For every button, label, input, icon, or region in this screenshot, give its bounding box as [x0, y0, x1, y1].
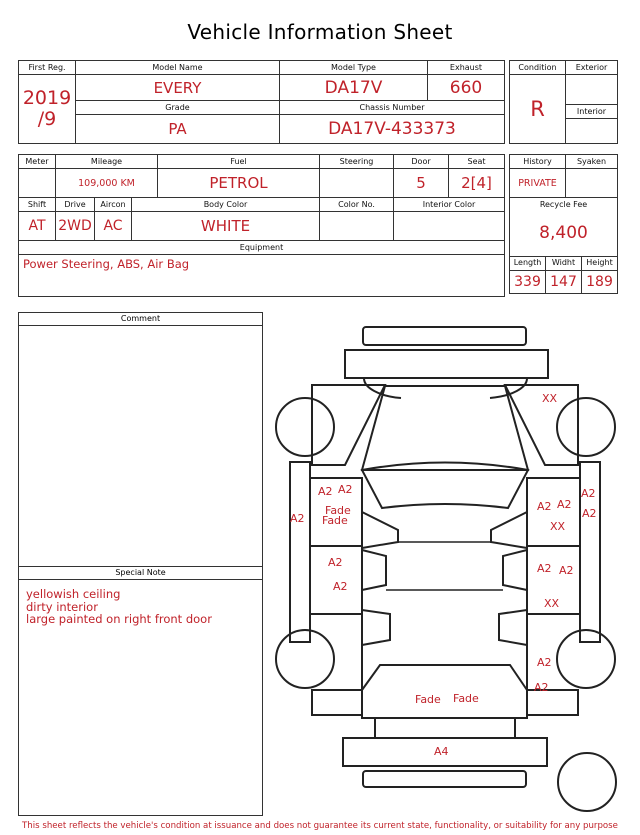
color-no-value [320, 212, 394, 241]
steering-label: Steering [320, 155, 394, 169]
damage-mark: A2 [537, 500, 552, 513]
wheel-front-right [557, 398, 615, 456]
exhaust-label: Exhaust [428, 61, 505, 75]
hood-arches [364, 378, 527, 398]
body-color-label: Body Color [132, 198, 320, 212]
aircon-value: AC [95, 212, 132, 241]
length-label: Length [510, 256, 546, 270]
history-label: History [510, 155, 566, 169]
first-reg-label: First Reg. [19, 61, 76, 75]
mileage-label: Mileage [56, 155, 158, 169]
front-bumper [363, 327, 526, 345]
condition-value: R [510, 75, 566, 144]
right-front-window [491, 512, 527, 548]
color-no-label: Color No. [320, 198, 394, 212]
damage-mark: A2 [290, 512, 305, 525]
steering-value [320, 169, 394, 198]
equipment-value: Power Steering, ABS, Air Bag [19, 255, 505, 297]
vehicle-spec-table [18, 60, 505, 144]
height-value: 189 [582, 270, 618, 293]
height-label: Height [582, 256, 618, 270]
special-note-item: yellowish ceiling [26, 587, 121, 601]
aircon-label: Aircon [95, 198, 132, 212]
interior-color-value [394, 212, 505, 241]
interior-value [566, 119, 618, 144]
damage-mark: A2 [333, 580, 348, 593]
interior-label: Interior [566, 105, 618, 119]
body-color-value: WHITE [132, 212, 320, 241]
damage-mark: XX [542, 392, 558, 405]
comment-box [18, 312, 263, 567]
history-table [509, 154, 618, 294]
wheel-front-left [276, 398, 334, 456]
damage-mark: A2 [537, 656, 552, 669]
spare-tire [558, 753, 616, 811]
special-note-item: large painted on right front door [26, 612, 212, 626]
model-name-label: Model Name [76, 61, 280, 75]
damage-mark: A2 [338, 483, 353, 496]
damage-mark: A2 [559, 564, 574, 577]
windshield [362, 386, 528, 470]
rear-quarters [310, 614, 580, 690]
damage-mark: A2 [537, 562, 552, 575]
meter-value [19, 169, 56, 198]
width-label: Widht [546, 256, 582, 270]
first-reg-year: 2019 [22, 87, 72, 109]
seat-value: 2[4] [449, 169, 505, 198]
wheel-rear-right [557, 630, 615, 688]
width-value: 147 [546, 270, 582, 293]
right-rear-window [503, 550, 527, 590]
model-name-value: EVERY [76, 75, 280, 101]
grade-label: Grade [76, 101, 280, 115]
condition-table [509, 60, 618, 144]
length-value: 339 [510, 270, 546, 293]
damage-mark: A2 [557, 498, 572, 511]
special-note-item: dirty interior [26, 599, 98, 614]
fuel-label: Fuel [158, 155, 320, 169]
shift-label: Shift [19, 198, 56, 212]
grade-value: PA [76, 115, 280, 144]
damage-mark: Fade [453, 692, 479, 705]
fuel-value: PETROL [158, 169, 320, 198]
model-type-label: Model Type [280, 61, 428, 75]
meter-label: Meter [19, 155, 56, 169]
comment-label: Comment [19, 313, 262, 326]
drive-label: Drive [56, 198, 95, 212]
left-front-window [362, 512, 398, 548]
syaken-value [566, 169, 618, 198]
first-reg-value [19, 75, 76, 144]
damage-mark: Fade [325, 504, 351, 517]
seat-label: Seat [449, 155, 505, 169]
details-table [18, 154, 505, 297]
chassis-number-label: Chassis Number [280, 101, 505, 115]
damage-mark: A2 [581, 487, 596, 500]
right-front-door [527, 478, 580, 546]
exterior-label: Exterior [566, 61, 618, 75]
rear-quarter-windows [362, 610, 527, 645]
special-note-label: Special Note [19, 567, 262, 580]
rear-step [363, 771, 526, 787]
car-damage-diagram [264, 310, 640, 820]
special-note-box [18, 566, 263, 816]
damage-mark: XX [544, 597, 560, 610]
damage-mark: Fade [322, 514, 348, 527]
history-value: PRIVATE [510, 169, 566, 198]
damage-mark: A2 [318, 485, 333, 498]
recycle-fee-label: Recycle Fee [510, 198, 618, 212]
model-type-value: DA17V [280, 75, 428, 101]
chassis-number-value: DA17V-433373 [280, 115, 505, 144]
condition-label: Condition [510, 61, 566, 75]
syaken-label: Syaken [566, 155, 618, 169]
mileage-value: 109,000 KM [56, 169, 158, 198]
left-sill [290, 462, 310, 642]
disclaimer-footer: This sheet reflects the vehicle's condition at issuance and does not guarantee its current state, functionality, or suitability for any purpose [22, 821, 618, 831]
first-reg-month: /9 [37, 108, 57, 130]
damage-mark: A2 [582, 507, 597, 520]
recycle-fee-value: 8,400 [510, 211, 618, 256]
interior-color-label: Interior Color [394, 198, 505, 212]
drive-value: 2WD [56, 212, 95, 241]
back-lower [362, 718, 527, 738]
exhaust-value: 660 [428, 75, 505, 101]
equipment-label: Equipment [19, 241, 505, 255]
damage-mark: A2 [328, 556, 343, 569]
roof-lines [386, 542, 503, 590]
damage-mark-layer [290, 392, 597, 758]
left-rear-window [362, 550, 386, 590]
damage-mark: A2 [534, 681, 549, 694]
damage-mark: A4 [434, 745, 449, 758]
door-value: 5 [394, 169, 449, 198]
door-label: Door [394, 155, 449, 169]
back-door [362, 665, 527, 718]
hood-top [345, 350, 548, 378]
damage-mark: XX [550, 520, 566, 533]
special-note-list [26, 588, 212, 626]
shift-value: AT [19, 212, 56, 241]
exterior-value [566, 75, 618, 105]
sheet-title: Vehicle Information Sheet [187, 20, 453, 44]
wheel-rear-left [276, 630, 334, 688]
damage-mark: Fade [415, 693, 441, 706]
